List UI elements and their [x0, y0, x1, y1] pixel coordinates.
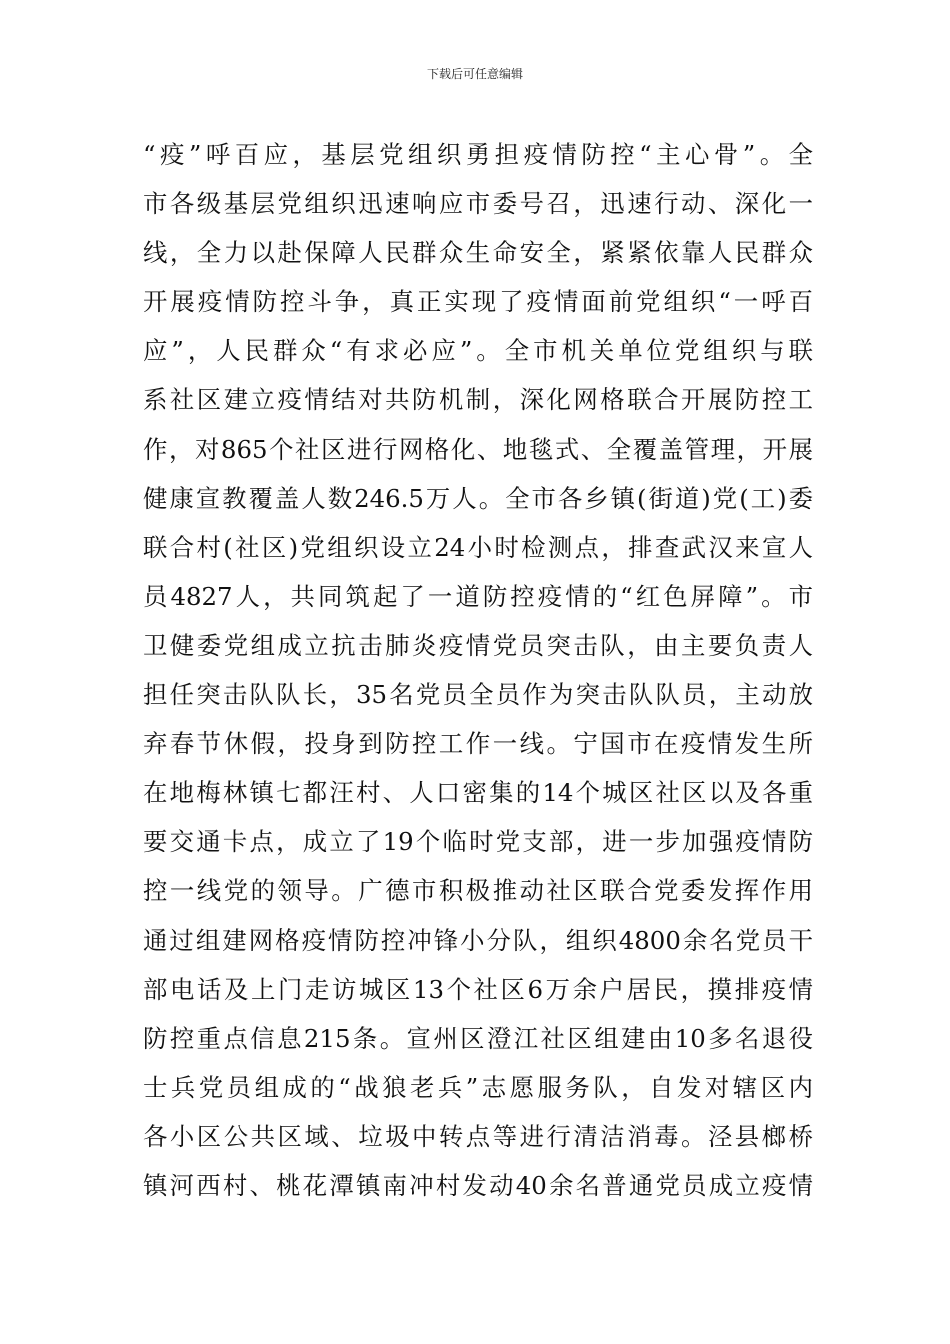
text-line-1: “疫”呼百应，基层党组织勇担疫情防控“主心骨”。全: [143, 140, 813, 169]
text-line-13: 弃春节休假，投身到防控工作一线。宁国市在疫情发生所: [143, 729, 813, 759]
text-line-11: 卫健委党组成立抗击肺炎疫情党员突击队，由主要负责人: [143, 630, 813, 660]
text-line-12: 担任突击队队长，35名党员全员作为突击队队员，主动放: [143, 680, 813, 710]
text-line-3: 线，全力以赴保障人民群众生命安全，紧紧依靠人民群众: [143, 238, 813, 268]
body-text: [143, 130, 813, 1210]
text-line-2: 市各级基层党组织迅速响应市委号召，迅速行动、深化一: [143, 189, 813, 219]
text-line-9: 联合村(社区)党组织设立24小时检测点，排查武汉来宣人: [143, 532, 813, 562]
text-line-7: 作，对865个社区进行网格化、地毯式、全覆盖管理，开展: [143, 434, 813, 464]
text-line-18: 部电话及上门走访城区13个社区6万余户居民，摸排疫情: [143, 974, 813, 1004]
text-line-15: 要交通卡点，成立了19个临时党支部，进一步加强疫情防: [143, 827, 813, 857]
text-line-19: 防控重点信息215条。宣州区澄江社区组建由10多名退役: [143, 1023, 813, 1053]
text-line-20: 士兵党员组成的“战狼老兵”志愿服务队，自发对辖区内: [143, 1072, 813, 1102]
text-line-6: 系社区建立疫情结对共防机制，深化网格联合开展防控工: [143, 385, 813, 415]
text-line-8: 健康宣教覆盖人数246.5万人。全市各乡镇(街道)党(工)委: [143, 483, 813, 513]
text-line-17: 通过组建网格疫情防控冲锋小分队，组织4800余名党员干: [143, 925, 813, 955]
text-line-14: 在地梅林镇七都汪村、人口密集的14个城区社区以及各重: [143, 778, 813, 808]
text-line-5: 应”，人民群众“有求必应”。全市机关单位党组织与联: [143, 336, 813, 366]
text-line-21: 各小区公共区域、垃圾中转点等进行清洁消毒。泾县榔桥: [143, 1121, 813, 1151]
text-line-16: 控一线党的领导。广德市积极推动社区联合党委发挥作用: [143, 876, 813, 906]
page-header: 下载后可任意编辑: [426, 67, 523, 81]
text-line-4: 开展疫情防控斗争，真正实现了疫情面前党组织“一呼百: [143, 287, 813, 317]
text-line-22: 镇河西村、桃花潭镇南冲村发动40余名普通党员成立疫情: [143, 1170, 813, 1200]
text-line-10: 员4827人，共同筑起了一道防控疫情的“红色屏障”。市: [143, 581, 813, 611]
